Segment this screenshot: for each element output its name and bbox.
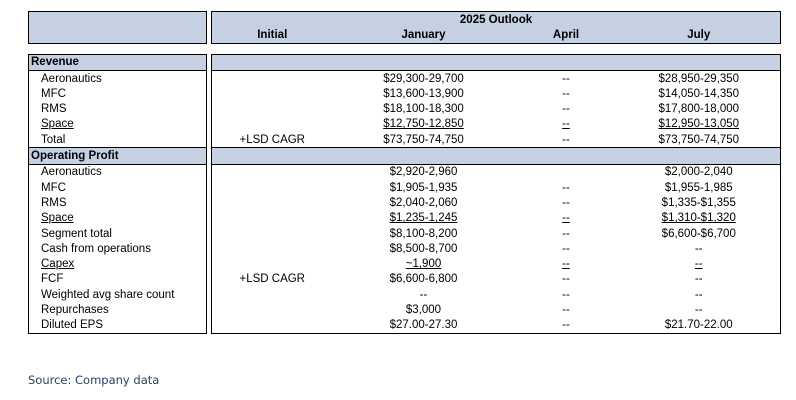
value-april [515,195,618,210]
value-january [333,211,515,226]
value-april [515,302,618,317]
table-row [29,211,781,226]
value-july [618,195,781,210]
row-label [29,86,207,101]
value-july [618,287,781,302]
column-header-july: July [618,27,781,43]
value-april [515,180,618,195]
value-initial [212,195,333,210]
row-label-text: Space [41,118,74,131]
value-january [333,226,515,241]
row-label [29,302,207,317]
value-april-text: -- [562,133,570,146]
value-initial [212,287,333,302]
table-row [29,287,781,302]
value-april [515,117,618,132]
value-january [333,287,515,302]
value-initial [212,164,333,180]
value-april [515,318,618,334]
value-january-text: $12,750-12,850 [383,118,464,131]
value-april [515,287,618,302]
row-label [29,70,207,86]
value-january-text: $2,040-2,060 [389,196,458,209]
value-april [515,164,618,180]
value-january [333,318,515,334]
value-july [618,318,781,334]
value-july [618,256,781,271]
value-april-text: -- [562,212,570,225]
table-row [29,272,781,287]
value-july [618,117,781,132]
value-initial [212,180,333,195]
value-april [515,256,618,271]
value-april-text: -- [562,103,570,116]
value-july [618,132,781,148]
value-july [618,302,781,317]
value-april-text: -- [562,319,570,332]
value-july-text: -- [694,303,703,316]
value-initial [212,211,333,226]
value-april-text: -- [562,196,570,209]
table-row [29,86,781,101]
table-row [29,318,781,334]
value-january [333,70,515,86]
value-july-text: -- [694,288,703,301]
value-january-text: -- [419,288,428,301]
row-label-text: Repurchases [41,303,109,316]
value-january-text: $3,000 [405,303,442,316]
value-april [515,70,618,86]
value-initial [212,70,333,86]
row-label [29,117,207,132]
row-label [29,226,207,241]
row-label [29,132,207,148]
value-january [333,180,515,195]
table-row [29,70,781,86]
value-january-text: $8,100-8,200 [389,227,458,240]
value-april-text: -- [562,72,570,85]
value-april-text: -- [562,118,570,131]
value-january-text: $6,600-6,800 [389,273,458,286]
value-july-text: $1,955-1,985 [664,181,733,194]
value-july [618,101,781,116]
value-initial [212,117,333,132]
source-note: Source: Company data [28,373,160,387]
value-january-text: $73,750-74,750 [383,133,464,146]
row-label-text: Aeronautics [41,72,102,85]
value-initial [212,256,333,271]
value-january-text: $8,500-8,700 [389,242,458,255]
value-january-text: ~1,900 [405,258,442,271]
outlook-title: 2025 Outlook [212,12,781,28]
row-label-text: MFC [41,87,66,100]
table-row [29,302,781,317]
value-initial [212,318,333,334]
value-january-text: $27.00-27.30 [389,319,458,332]
value-july-text: -- [694,258,703,271]
value-july [618,211,781,226]
value-july [618,180,781,195]
table-row [29,256,781,271]
row-label-text: Total [41,133,66,146]
value-january [333,101,515,116]
guidance-table [28,11,781,334]
row-label-text: FCF [41,273,64,286]
value-january-text: $29,300-29,700 [383,72,464,85]
value-april [515,132,618,148]
row-label [29,164,207,180]
section-title-operating-profit: Operating Profit [29,148,207,164]
value-july-text: $14,050-14,350 [658,87,740,100]
value-january [333,256,515,271]
table-row [29,241,781,256]
value-april [515,211,618,226]
value-april [515,226,618,241]
value-january-text: $18,100-18,300 [383,103,464,116]
outlook-table-container [28,11,780,334]
value-april [515,86,618,101]
table-row [29,117,781,132]
row-label-text: Capex [41,258,75,271]
table-row [29,164,781,180]
table-row [29,195,781,210]
value-july-text: $1,310-$1,320 [661,212,736,225]
row-label-text: Weighted avg share count [41,288,175,301]
value-initial [212,241,333,256]
value-april-text: -- [562,227,570,240]
value-july-text: $21.70-22.00 [664,319,733,332]
value-july [618,164,781,180]
value-april-text: -- [562,87,570,100]
value-initial-text: +LSD CAGR [239,273,305,286]
row-label-text: Aeronautics [41,166,102,179]
row-label [29,211,207,226]
value-initial [212,86,333,101]
value-july [618,226,781,241]
row-label [29,272,207,287]
row-label [29,256,207,271]
value-january [333,164,515,180]
value-january-text: $2,920-2,960 [389,166,458,179]
value-initial [212,132,333,148]
section-title-revenue: Revenue [29,54,207,70]
table-row [29,101,781,116]
value-april-text: -- [562,288,570,301]
row-label [29,287,207,302]
value-april-text: -- [562,258,570,271]
row-label-text: RMS [41,196,67,209]
value-january [333,86,515,101]
value-january-text: $1,235-1,245 [389,212,458,225]
value-january [333,132,515,148]
header-label-cell [29,12,207,28]
row-label [29,180,207,195]
value-july-text: $28,950-29,350 [658,72,740,85]
value-january [333,195,515,210]
value-july-text: $17,800-18,000 [658,103,740,116]
value-april-text: -- [562,242,570,255]
value-july-text: $73,750-74,750 [658,133,740,146]
value-july-text: $12,950-13,050 [658,118,740,131]
section-operating-profit [29,148,781,164]
table-row [29,226,781,241]
value-initial [212,272,333,287]
row-label-text: MFC [41,181,66,194]
value-april [515,241,618,256]
value-january-text: $13,600-13,900 [383,87,464,100]
revenue-rows [29,70,781,147]
operating-profit-rows [29,164,781,333]
value-january [333,302,515,317]
value-july-text: -- [694,273,703,286]
row-label-text: Segment total [41,227,112,240]
value-april-text: -- [562,181,570,194]
value-july [618,86,781,101]
section-revenue [29,54,781,70]
table-row [29,180,781,195]
value-april [515,272,618,287]
header-label-cell-bottom [29,27,207,43]
value-july [618,241,781,256]
value-april [515,101,618,116]
value-july-text: $2,000-2,040 [664,166,733,179]
row-label-text: Cash from operations [41,242,151,255]
value-initial-text: +LSD CAGR [239,133,305,146]
header-row-columns [29,27,781,43]
value-initial [212,302,333,317]
value-initial [212,101,333,116]
row-label [29,241,207,256]
table-row [29,132,781,148]
value-january [333,117,515,132]
row-label [29,195,207,210]
value-january [333,272,515,287]
header-row-title [29,12,781,28]
value-april-text: -- [562,303,570,316]
value-july [618,70,781,86]
value-july [618,272,781,287]
value-july-text: $1,335-$1,355 [661,196,736,209]
row-label-text: Space [41,212,74,225]
row-label-text: RMS [41,103,67,116]
value-april-text: -- [562,273,570,286]
row-label-text: Diluted EPS [41,319,104,332]
value-january-text: $1,905-1,935 [389,181,458,194]
column-header-initial: Initial [212,27,333,43]
column-header-april: April [515,27,618,43]
value-january [333,241,515,256]
value-july-text: -- [694,242,703,255]
column-header-january: January [333,27,515,43]
row-label [29,101,207,116]
value-july-text: $6,600-$6,700 [661,227,736,240]
row-label [29,318,207,334]
value-initial [212,226,333,241]
